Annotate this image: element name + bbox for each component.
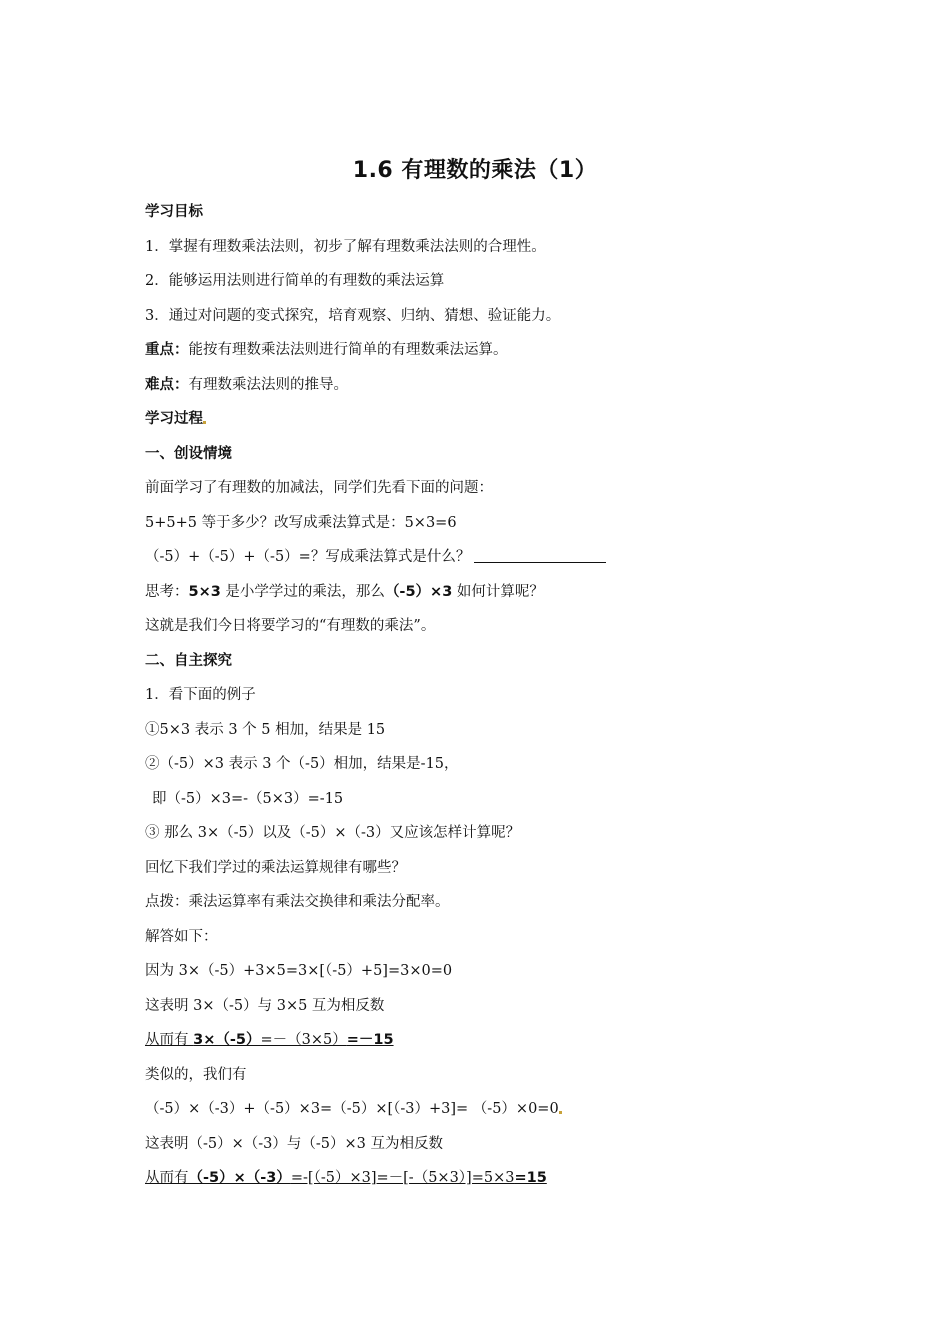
conclusion-1-lead: 从而有 bbox=[145, 1032, 194, 1048]
mark-dot bbox=[203, 421, 206, 424]
think-label: 思考： bbox=[145, 583, 189, 600]
explore-7: 点拨：乘法运算率有乘法交换律和乘法分配率。 bbox=[145, 894, 450, 910]
key-point-text: 能按有理数乘法法则进行简单的有理数乘法运算。 bbox=[188, 342, 508, 358]
document-body bbox=[145, 200, 845, 1201]
process-heading-text: 学习过程 bbox=[145, 411, 203, 427]
explore-5: ③ 那么 3×（-5）以及（-5）×（-3）又应该怎样计算呢？ bbox=[145, 825, 521, 841]
difficulty-point bbox=[145, 373, 845, 408]
explore-3: ②（-5）×3 表示 3 个（-5）相加，结果是-15， bbox=[145, 756, 459, 772]
difficulty-text: 有理数乘法法则的推导。 bbox=[188, 376, 348, 393]
page-title: 1.6 有理数的乘法（1） bbox=[352, 158, 598, 183]
key-point-label: 重点： bbox=[145, 342, 189, 358]
part2-heading: 二、自主探究 bbox=[145, 652, 232, 669]
think-end: 如何计算呢？ bbox=[452, 583, 544, 600]
goals-heading: 学习目标 bbox=[145, 204, 203, 220]
paragraph-3 bbox=[145, 545, 845, 580]
paragraph-1: 前面学习了有理数的加减法，同学们先看下面的问题： bbox=[145, 480, 493, 496]
mark-dot-2 bbox=[559, 1111, 562, 1114]
conclusion-1-expr: 3×（-5） bbox=[193, 1032, 261, 1048]
part1-heading: 一、创设情境 bbox=[145, 445, 232, 462]
explore-15 bbox=[145, 1166, 845, 1201]
explore-10: 这表明 3×（-5）与 3×5 互为相反数 bbox=[145, 997, 385, 1014]
explore-6: 回忆下我们学过的乘法运算规律有哪些？ bbox=[145, 859, 406, 876]
key-point bbox=[145, 338, 845, 373]
explore-13 bbox=[145, 1097, 845, 1132]
difficulty-label: 难点： bbox=[145, 376, 189, 393]
think-expr-2: （-5）×3 bbox=[384, 583, 453, 600]
paragraph-4 bbox=[145, 580, 845, 615]
conclusion-2-lead: 从而有 bbox=[145, 1170, 189, 1186]
conclusion-2-expr: （-5）×（-3） bbox=[188, 1170, 291, 1186]
explore-11 bbox=[145, 1028, 845, 1063]
goal-3: 3．通过对问题的变式探究，培育观察、归纳、猜想、验证能力。 bbox=[145, 307, 561, 324]
goal-2: 2．能够运用法则进行简单的有理数的乘法运算 bbox=[145, 273, 445, 289]
conclusion-1-mid: =－（3×5） bbox=[260, 1032, 347, 1048]
process-heading bbox=[145, 407, 845, 442]
think-text: 是小学学过的乘法，那么 bbox=[220, 583, 385, 600]
explore-4: 即（-5）×3=-（5×3）=-15 bbox=[152, 790, 344, 807]
question-text: （-5）+（-5）+（-5）=？写成乘法算式是什么？ bbox=[145, 549, 471, 565]
explore-12: 类似的，我们有 bbox=[145, 1066, 247, 1083]
explore-1: 1．看下面的例子 bbox=[145, 687, 256, 703]
conclusion-1-result: =－15 bbox=[346, 1032, 394, 1048]
explore-14: 这表明（-5）×（-3）与（-5）×3 互为相反数 bbox=[145, 1135, 444, 1152]
explore-8: 解答如下： bbox=[145, 928, 218, 945]
explore-13-text: （-5）×（-3）+（-5）×3=（-5）×[（-3）+3]= （-5）×0=0 bbox=[145, 1101, 559, 1117]
conclusion-2-mid: =-[（-5）×3]=－[-（5×3）]=5×3 bbox=[290, 1170, 515, 1186]
answer-blank bbox=[474, 546, 606, 563]
paragraph-2: 5+5+5 等于多少？改写成乘法算式是：5×3=6 bbox=[145, 514, 457, 531]
goal-1: 1．掌握有理数乘法法则，初步了解有理数乘法法则的合理性。 bbox=[145, 238, 546, 255]
explore-2: ①5×3 表示 3 个 5 相加，结果是 15 bbox=[145, 721, 386, 738]
think-expr-1: 5×3 bbox=[188, 583, 221, 600]
conclusion-2-result: =15 bbox=[514, 1170, 547, 1186]
paragraph-5: 这就是我们今日将要学习的“有理数的乘法”。 bbox=[145, 618, 436, 634]
explore-9: 因为 3×（-5）+3×5=3×[（-5）+5]=3×0=0 bbox=[145, 963, 453, 979]
